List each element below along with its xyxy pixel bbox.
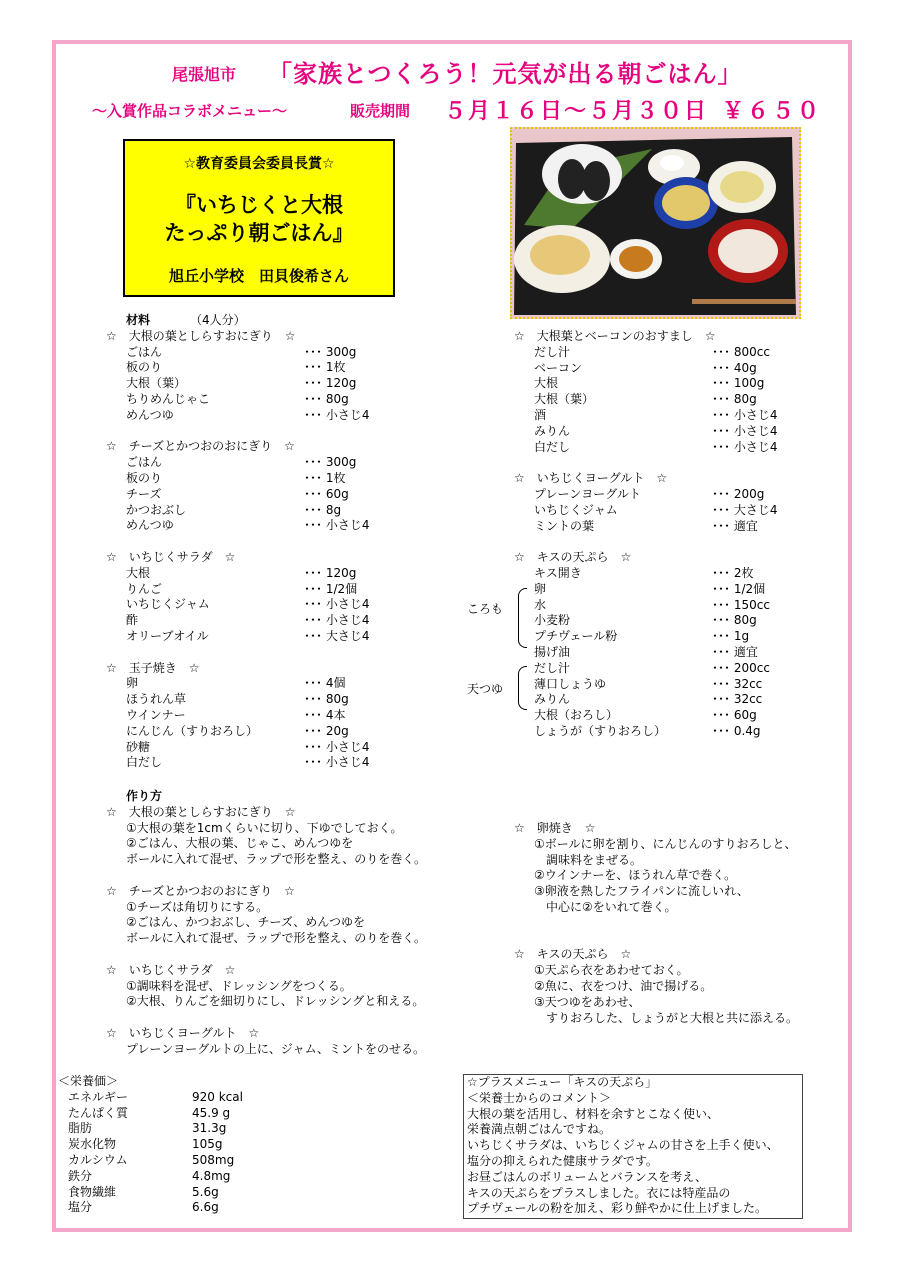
ingredient-qty: ･･･ 80g: [712, 392, 757, 407]
ingredient-row: [534, 392, 834, 408]
tentsuyu-label: 天つゆ: [467, 682, 504, 696]
page-header: [160, 52, 780, 88]
nutritionist-comment-box: [463, 1074, 803, 1219]
recipe-group-title: [514, 471, 834, 487]
ingredient-row: [534, 440, 834, 456]
ingredient-row: [126, 408, 426, 424]
nutrient-name: カルシウム: [68, 1152, 128, 1167]
ingredient-name: 白だし: [126, 755, 163, 770]
method-step-line: 中心に②をいれて巻く。: [534, 899, 677, 914]
ingredient-row: [534, 613, 834, 629]
meal-photo-illustration: [512, 129, 799, 317]
method-title: 作り方: [126, 789, 163, 803]
ingredient-qty: ･･･ 100g: [712, 376, 765, 391]
ingredient-name: ごはん: [126, 455, 163, 470]
ingredient-qty: ･･･ 80g: [712, 613, 757, 628]
ingredient-name: 大根: [126, 565, 151, 580]
ingredient-row: [126, 566, 426, 582]
recipe-title: ☆ 玉子焼き ☆: [106, 660, 200, 675]
ingredient-row: [126, 455, 426, 471]
nutrition-row: [58, 1184, 219, 1201]
ingredient-name: プチヴェール粉: [534, 629, 618, 644]
ingredient-row: [126, 503, 426, 519]
ingredient-qty: ･･･ 小さじ4: [304, 407, 370, 422]
ingredient-name: ほうれん草: [126, 692, 187, 707]
ingredient-qty: ･･･ 80g: [304, 692, 349, 707]
ingredient-qty: ･･･ 小さじ4: [712, 407, 778, 422]
ingredient-qty: ･･･ 小さじ4: [304, 613, 370, 628]
ingredient-qty: ･･･ 800cc: [712, 344, 770, 359]
ingredient-row: [534, 677, 834, 693]
ingredients-right: [514, 329, 834, 740]
ingredient-qty: ･･･ 大さじ4: [304, 628, 370, 643]
ingredient-name: めんつゆ: [126, 407, 174, 422]
nutrient-value: 6.6g: [192, 1200, 219, 1215]
ingredient-qty: ･･･ 4本: [304, 707, 346, 722]
ingredient-name: 卵: [126, 676, 139, 691]
ingredient-row: [534, 566, 834, 582]
ingredient-qty: ･･･ 300g: [304, 455, 357, 470]
method-step-line: ①チーズは角切りにする。: [126, 899, 269, 914]
nutrition-row: [58, 1105, 231, 1122]
ingredient-row: [534, 582, 834, 598]
ingredient-qty: ･･･ 60g: [304, 486, 349, 501]
nutrient-value: 5.6g: [192, 1184, 219, 1199]
ingredient-name: 薄口しょうゆ: [534, 676, 607, 691]
nutrient-name: エネルギー: [68, 1089, 129, 1104]
ingredient-name: 大根（葉）: [534, 392, 595, 407]
ingredient-name: だし汁: [534, 660, 571, 675]
ingredient-row: [126, 692, 426, 708]
recipe-group-title: [514, 329, 834, 345]
award-menu-title: [125, 191, 393, 247]
spacer: [126, 424, 426, 440]
period-label: 販売期間: [350, 102, 411, 120]
ingredient-name: 砂糖: [126, 739, 151, 754]
ingredient-row: [534, 503, 834, 519]
ingredient-qty: ･･･ 適宜: [712, 644, 758, 659]
recipe-group-title: [106, 328, 426, 345]
ingredient-qty: ･･･ 1g: [712, 629, 750, 644]
ingredient-name: 酢: [126, 613, 139, 628]
ingredient-qty: ･･･ 1/2個: [304, 581, 358, 596]
city-name: 尾張旭市: [172, 65, 237, 84]
ingredient-row: [126, 518, 426, 534]
ingredient-qty: ･･･ 小さじ4: [304, 739, 370, 754]
ingredient-row: [126, 582, 426, 598]
recipe-group-title: [106, 439, 426, 455]
recipe-title: ☆ チーズとかつおのおにぎり ☆: [106, 439, 295, 454]
ingredient-qty: ･･･ 60g: [712, 708, 757, 723]
method-step-line: すりおろした、しょうがと大根と共に添える。: [534, 1010, 799, 1025]
ingredient-name: 水: [534, 597, 547, 612]
ingredients-left: [106, 313, 426, 771]
method-step-line: プレーンヨーグルトの上に、ジャム、ミントをのせる。: [126, 1041, 426, 1056]
ingredient-name: かつおぶし: [126, 502, 187, 517]
spacer: [514, 916, 814, 932]
tentsuyu-bracket: [518, 666, 527, 710]
ingredient-qty: ･･･ 8g: [304, 502, 342, 517]
method-step-line: ①大根の葉を1cmくらいに切り、下ゆでしておく。: [126, 820, 403, 835]
ingredient-row: [126, 487, 426, 503]
ingredient-row: [534, 598, 834, 614]
recipe-title: ☆ 大根の葉としらすおにぎり ☆: [106, 328, 296, 343]
ingredient-qty: ･･･ 32cc: [712, 676, 763, 691]
ingredient-name: 板のり: [126, 360, 163, 375]
recipe-title: ☆ いちじくヨーグルト ☆: [514, 471, 668, 486]
ingredient-row: [534, 724, 834, 740]
recipe-group-title: [106, 549, 426, 566]
ingredient-row: [126, 360, 426, 376]
method-step-line: ②魚に、衣をつけ、油で揚げる。: [534, 978, 713, 993]
nutrient-value: 105g: [192, 1137, 223, 1152]
spacer: [106, 947, 506, 963]
ingredient-qty: ･･･ 適宜: [712, 518, 758, 533]
ingredient-qty: ･･･ 2枚: [712, 565, 754, 580]
ingredient-name: チーズ: [126, 486, 162, 501]
method-step-line: ボールに入れて混ぜ、ラップで形を整え、のりを巻く。: [126, 931, 427, 946]
ingredient-row: [534, 424, 834, 440]
ingredient-name: いちじくジャム: [126, 597, 210, 612]
sub-header: [92, 94, 832, 128]
ingredient-row: [126, 471, 426, 487]
page-title: 「家族とつくろう！元気が出る朝ごはん」: [268, 60, 743, 88]
ingredient-row: [534, 708, 834, 724]
ingredient-qty: ･･･ 200cc: [712, 660, 770, 675]
comment-line: 栄養満点朝ごはんですね。: [467, 1122, 612, 1137]
ingredient-name: しょうが（すりおろし）: [534, 723, 667, 738]
nutrition-row: [58, 1137, 223, 1153]
method-step-title: ☆ 大根の葉としらすおにぎり ☆: [106, 804, 296, 819]
ingredient-qty: ･･･ 40g: [712, 360, 757, 375]
ingredient-name: 酒: [534, 407, 547, 422]
nutrient-value: 508mg: [192, 1152, 235, 1167]
ingredient-row: [534, 629, 834, 645]
ingredient-row: [126, 676, 426, 692]
comment-line: プチヴェールの粉を加え、彩り鮮やかに仕上げました。: [467, 1201, 768, 1216]
comment-line: 塩分の抑えられた健康サラダです。: [467, 1153, 658, 1168]
koromo-label: ころも: [467, 602, 504, 616]
method-step-title: ☆ チーズとかつおのおにぎり ☆: [106, 883, 295, 898]
award-menu-line1: 『いちじくと大根: [175, 193, 343, 217]
ingredient-name: キス開き: [534, 565, 582, 580]
ingredient-row: [534, 661, 834, 677]
ingredient-name: ごはん: [126, 344, 163, 359]
ingredients-title: 材料: [126, 313, 151, 327]
ingredient-row: [534, 692, 834, 708]
ingredient-qty: ･･･ 1枚: [304, 360, 346, 375]
method-step-line: ②大根、りんごを細切りにし、ドレッシングと和える。: [126, 994, 425, 1009]
sale-period: ５月１６日～５月３０日: [444, 99, 709, 124]
ingredient-name: 白だし: [534, 439, 571, 454]
method-left: [106, 789, 506, 1058]
ingredient-name: 大根: [534, 376, 559, 391]
recipe-title: ☆ いちじくサラダ ☆: [106, 549, 236, 564]
ingredient-qty: ･･･ 32cc: [712, 692, 763, 707]
method-step-line: ②ごはん、かつおぶし、チーズ、めんつゆを: [126, 915, 365, 930]
ingredient-qty: ･･･ 20g: [304, 723, 349, 738]
comment-line: お昼ごはんのボリュームとバランスを考え、: [467, 1169, 708, 1184]
ingredient-name: にんじん（すりおろし）: [126, 723, 259, 738]
koromo-bracket: [518, 588, 527, 648]
ingredient-row: [126, 740, 426, 756]
nutrient-name: 脂肪: [68, 1121, 93, 1136]
ingredient-qty: ･･･ 0.4g: [712, 723, 761, 738]
ingredient-qty: ･･･ 小さじ4: [304, 755, 370, 770]
spacer: [534, 455, 834, 471]
ingredient-name: ミントの葉: [534, 518, 595, 533]
ingredient-name: ベーコン: [534, 360, 583, 375]
nutrient-name: 鉄分: [68, 1168, 93, 1183]
nutrient-name: 炭水化物: [68, 1137, 117, 1152]
spacer: [106, 868, 506, 884]
ingredient-qty: ･･･ 120g: [304, 565, 357, 580]
ingredient-qty: ･･･ 80g: [304, 391, 349, 406]
nutrient-name: 塩分: [68, 1200, 93, 1215]
ingredient-qty: ･･･ 小さじ4: [712, 423, 778, 438]
spacer: [126, 645, 426, 661]
award-box: [123, 139, 395, 297]
ingredient-qty: ･･･ 4個: [304, 676, 346, 691]
ingredient-qty: ･･･ 小さじ4: [304, 597, 370, 612]
method-step-line: 調味料をまぜる。: [534, 852, 643, 867]
method-step-line: ②ごはん、大根の葉、じゃこ、めんつゆを: [126, 836, 354, 851]
method-step-title: ☆ いちじくサラダ ☆: [106, 962, 236, 977]
ingredient-name: プレーンヨーグルト: [534, 486, 641, 501]
ingredient-row: [534, 519, 834, 535]
ingredient-name: めんつゆ: [126, 518, 174, 533]
nutrition-table: [58, 1074, 243, 1216]
comment-line: 大根の葉を活用し、材料を余すとこなく使い、: [467, 1106, 720, 1121]
method-step-title: ☆ キスの天ぷら ☆: [514, 947, 632, 962]
ingredient-name: 揚げ油: [534, 644, 571, 659]
ingredient-name: 大根（葉）: [126, 376, 187, 391]
ingredient-name: 板のり: [126, 470, 163, 485]
nutrient-value: 920 kcal: [192, 1089, 243, 1104]
method-step-line: ③卵液を熱したフライパンに流しいれ、: [534, 884, 749, 899]
method-step-line: ③天つゆをあわせ、: [534, 994, 641, 1009]
ingredient-name: オリーブオイル: [126, 628, 209, 643]
recipe-group-title: [514, 550, 834, 566]
award-prize: ☆教育委員会委員長賞☆: [183, 156, 335, 172]
spacer: [534, 534, 834, 550]
ingredient-name: ウインナー: [126, 707, 186, 722]
ingredient-row: [126, 613, 426, 629]
ingredient-row: [126, 755, 426, 771]
ingredient-name: みりん: [534, 692, 571, 707]
ingredient-row: [534, 376, 834, 392]
ingredient-name: 小麦粉: [534, 613, 571, 628]
ingredients-header: [126, 313, 426, 329]
comment-line: キスの天ぷらをプラスしました。衣には特産品の: [467, 1185, 731, 1200]
ingredient-row: [534, 408, 834, 424]
ingredient-row: [126, 392, 426, 408]
spacer: [514, 932, 814, 948]
ingredient-name: みりん: [534, 423, 571, 438]
ingredient-name: だし汁: [534, 344, 571, 359]
ingredient-qty: ･･･ 200g: [712, 486, 765, 501]
award-author: 旭丘小学校 田貝俊希さん: [168, 267, 349, 285]
method-step-title: ☆ 卵焼き ☆: [514, 821, 596, 835]
ingredient-row: [126, 708, 426, 724]
recipe-group-title: [106, 660, 426, 677]
nutrient-value: 45.9 g: [192, 1105, 231, 1120]
ingredient-qty: ･･･ 300g: [304, 344, 357, 359]
nutrient-value: 31.3g: [192, 1121, 227, 1136]
ingredient-row: [126, 345, 426, 361]
ingredient-qty: ･･･ 150cc: [712, 597, 770, 612]
ingredient-name: いちじくジャム: [534, 502, 618, 517]
ingredient-name: りんご: [126, 581, 163, 596]
ingredient-qty: ･･･ 120g: [304, 376, 357, 391]
ingredient-qty: ･･･ 小さじ4: [304, 518, 370, 533]
nutrient-name: たんぱく質: [68, 1105, 129, 1120]
method-step-line: ①天ぷら衣をあわせておく。: [534, 963, 689, 978]
ingredient-name: 卵: [534, 581, 547, 596]
ingredient-qty: ･･･ 大さじ4: [712, 502, 778, 517]
comment-line: いちじくサラダは、いちじくジャムの甘さを上手く使い、: [467, 1138, 779, 1153]
ingredient-row: [126, 597, 426, 613]
nutrition-row: [58, 1168, 231, 1185]
ingredient-qty: ･･･ 小さじ4: [712, 439, 778, 454]
recipe-title: ☆ 大根葉とベーコンのおすまし ☆: [514, 329, 716, 343]
ingredient-row: [534, 487, 834, 503]
nutrient-name: 食物繊維: [68, 1184, 117, 1199]
ingredient-name: ちりめんじゃこ: [126, 391, 211, 406]
method-step-line: ①ボールに卵を割り、にんじんのすりおろしと、: [534, 836, 797, 851]
ingredient-name: 大根（おろし）: [534, 708, 619, 723]
comment-line: ☆プラスメニュー「キスの天ぷら」: [467, 1075, 658, 1089]
spacer: [106, 1010, 506, 1026]
method-step-line: ①調味料を混ぜ、ドレッシングをつくる。: [126, 978, 352, 993]
price: ￥６５０: [722, 99, 823, 124]
ingredient-row: [534, 645, 834, 661]
nutrition-row: [58, 1200, 219, 1216]
ingredient-qty: ･･･ 1枚: [304, 470, 346, 485]
method-step-line: ボールに入れて混ぜ、ラップで形を整え、のりを巻く。: [126, 852, 427, 867]
subtitle: ～入賞作品コラボメニュー～: [92, 102, 288, 120]
ingredient-row: [126, 724, 426, 740]
method-step-line: ②ウインナーを、ほうれん草で巻く。: [534, 868, 737, 883]
nutrient-value: 4.8mg: [192, 1168, 231, 1183]
nutrition-row: [58, 1152, 235, 1169]
nutrition-title: ＜栄養価＞: [58, 1074, 119, 1088]
ingredient-row: [126, 629, 426, 645]
ingredient-row: [534, 361, 834, 377]
method-right: [514, 821, 814, 1026]
ingredients-servings: （4人分）: [190, 313, 246, 327]
nutrition-row: [58, 1089, 243, 1106]
ingredient-row: [126, 376, 426, 392]
comment-line: ＜栄養士からのコメント＞: [467, 1090, 612, 1105]
meal-photo: [510, 127, 801, 319]
award-menu-line2: たっぷり朝ごはん』: [164, 221, 354, 245]
recipe-title: ☆ キスの天ぷら ☆: [514, 550, 632, 565]
ingredient-row: [534, 345, 834, 361]
nutrition-row: [58, 1121, 227, 1137]
spacer: [126, 534, 426, 550]
ingredient-qty: ･･･ 1/2個: [712, 581, 766, 596]
method-step-title: ☆ いちじくヨーグルト ☆: [106, 1025, 260, 1040]
